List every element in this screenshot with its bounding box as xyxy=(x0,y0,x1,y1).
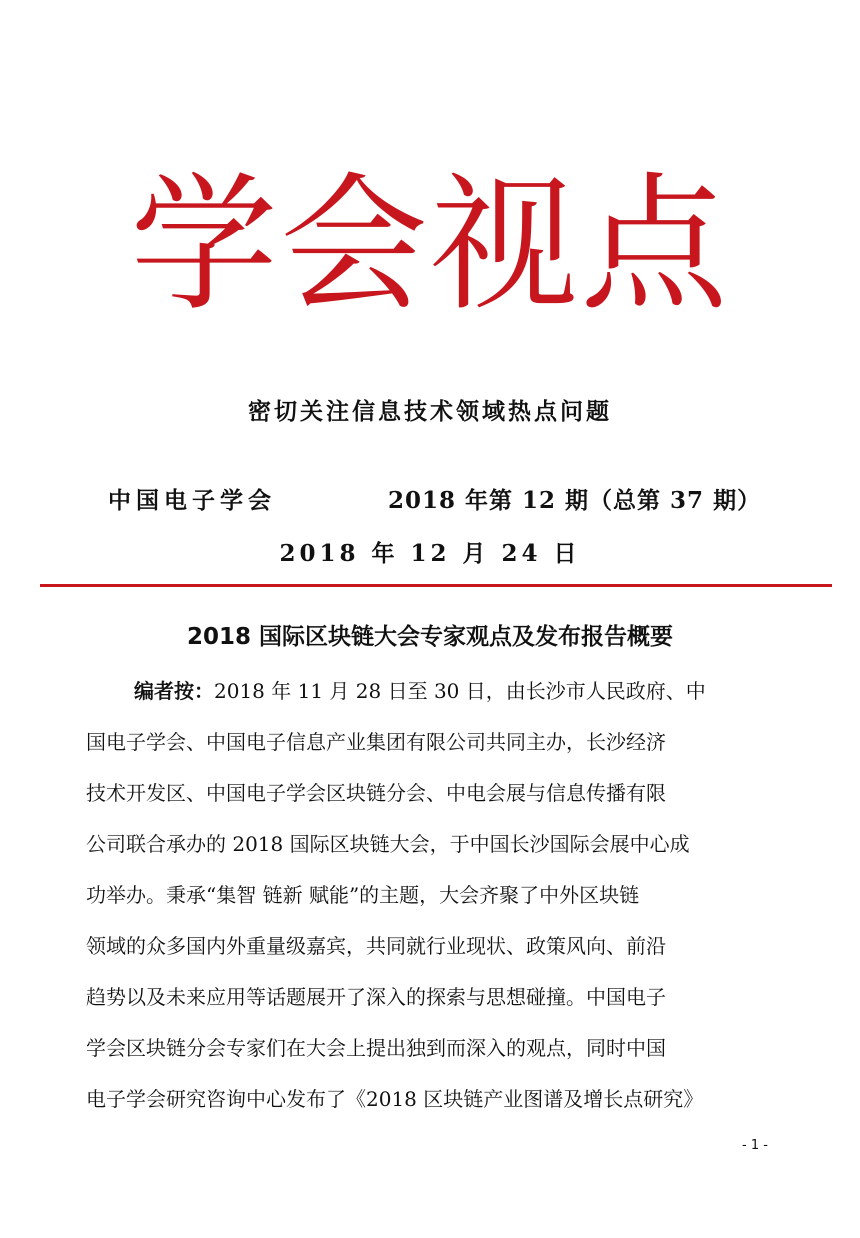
body-line: 公司联合承办的 2018 国际区块链大会，于中国长沙国际会展中心成 xyxy=(86,832,690,856)
issue-number: 2018 年第 12 期（总第 37 期） xyxy=(388,487,762,514)
body-line: 领域的众多国内外重量级嘉宾，共同就行业现状、政策风向、前沿 xyxy=(86,934,666,958)
body-line: 学会区块链分会专家们在大会上提出独到而深入的观点，同时中国 xyxy=(86,1036,666,1060)
article-body xyxy=(86,666,776,1125)
issue-organization: 中国电子学会 xyxy=(108,487,276,514)
page-number: - 1 - xyxy=(742,1138,768,1153)
body-line: 国电子学会、中国电子信息产业集团有限公司共同主办，长沙经济 xyxy=(86,730,666,754)
body-line: 功举办。秉承“集智 链新 赋能”的主题，大会齐聚了中外区块链 xyxy=(86,883,640,907)
tagline: 密切关注信息技术领域热点问题 xyxy=(248,399,612,425)
body-line xyxy=(86,666,776,717)
article-title: 2018 国际区块链大会专家观点及发布报告概要 xyxy=(186,624,674,650)
body-line-text: 2018 年 11 月 28 日至 30 日，由长沙市人民政府、中 xyxy=(214,679,706,703)
red-divider xyxy=(40,584,832,587)
editor-note-label: 编者按： xyxy=(134,679,214,703)
issue-date: 2018 年 12 月 24 日 xyxy=(279,540,581,567)
body-line: 技术开发区、中国电子学会区块链分会、中电会展与信息传播有限 xyxy=(86,781,666,805)
body-line: 电子学会研究咨询中心发布了《2018 区块链产业图谱及增长点研究》 xyxy=(86,1087,704,1111)
masthead-title: 学会视点 xyxy=(130,159,730,331)
body-line: 趋势以及未来应用等话题展开了深入的探索与思想碰撞。中国电子 xyxy=(86,985,666,1009)
